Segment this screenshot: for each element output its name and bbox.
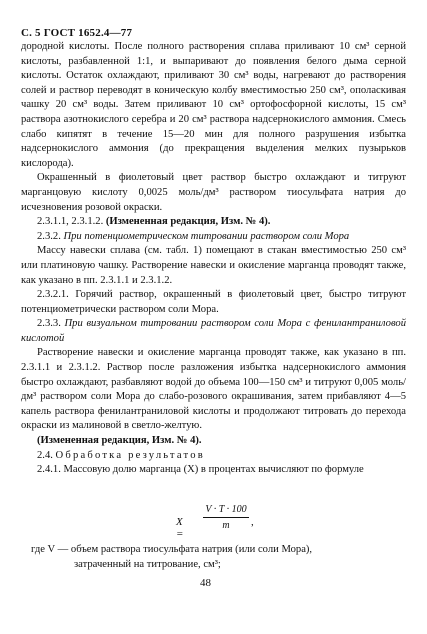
section-number: 2.3.3.	[37, 318, 65, 330]
definition-line-2: затраченный на титрование, см³;	[74, 558, 221, 570]
formula-denominator: m	[222, 520, 230, 531]
formula-comma: ,	[251, 516, 254, 528]
section-title: При визуальном титровании раствором соли Мора с фенилантраниловой кислотой	[21, 318, 407, 344]
paragraph-2-3-2-1: 2.3.2.1. Горячий раствор, окрашенный в фиолетовый цвет, быстро титруют потенциометрически раствором соли Мора.	[21, 289, 406, 315]
definition-line-1: где V — объем раствора тиосульфата натрия (или соли Мора),	[31, 544, 313, 555]
section-2-3-3	[21, 317, 406, 346]
section-2-3-2	[21, 230, 406, 245]
section-number: 2.3.2.	[37, 230, 64, 242]
section-number: 2.4.	[37, 449, 56, 461]
paragraph-titration: Окрашенный в фиолетовый цвет раствор быстро охлаждают и титруют марганцовую кислоту 0,0025 моль/дм³ раствором тиосульфата натрия до исчезновения розовой окраски.	[21, 172, 406, 213]
paragraph-revision-1	[21, 215, 406, 230]
paragraph-2-4-1: 2.4.1. Массовую долю марганца (X) в процентах вычисляют по формуле	[37, 464, 364, 476]
page-number: 48	[200, 577, 211, 589]
revision-note-2: (Измененная редакция, Изм. № 4).	[37, 435, 202, 447]
paragraph-sample-mass: Массу навески сплава (см. табл. 1) помещают в стакан вместимостью 250 см³ или платиновую чашку. Растворение навески и окисление марганца проводят также, как указано в пп. 2.3.1.1 и 2.3.1.2.	[21, 245, 406, 286]
formula-lhs: X =	[176, 516, 184, 540]
formula-fraction	[203, 504, 249, 531]
variable-definitions	[31, 543, 406, 572]
paragraph-dissolution: дородной кислоты. После полного растворения сплава приливают 10 см³ серной кислоты, разбавленной 1:1, и выпаривают до появления белого дыма серной кислоты. Остаток охлаждают, приливают 30 см³ воды, нагревают до растворения солей и раствор переводят в коническую колбу вместимостью 250 см³, ополаскивая чашку 20 см³ воды. Затем приливают 10 см³ ортофосфорной кислоты, 15 см³ раствора азотнокислого серебра и 20 см³ раствора надсернокислого аммония. Смесь слабо кипятят в течение 15—20 мин для полного разрушения избытка надсернокислого аммония (до прекращения выделения мелких пузырьков кислорода).	[21, 41, 406, 169]
section-ref: 2.3.1.1, 2.3.1.2.	[37, 216, 106, 228]
formula-numerator: V · T · 100	[203, 504, 249, 518]
section-title-spaced: Обработка результатов	[55, 449, 205, 461]
paragraph-visual-titration: Растворение навески и окисление марганца проводят также, как указано в пп. 2.3.1.1 и 2.3.1.2. Раствор после разложения избытка надсернокислого аммония быстро охлаждают, разбавляют водой до объема 100—150 см³ и титруют 0,005 моль/дм³ раствором соли Мора до слабо-розового окрашивания, затем прибавляют 4—5 капель раствора фенилантраниловой кислоты и продолжают титровать до перехода окраски из малиновой в светло-желтую.	[21, 347, 406, 432]
section-title: При потенциометрическом титровании раствором соли Мора	[63, 230, 350, 242]
section-2-4	[21, 449, 406, 464]
revision-note: (Измененная редакция, Изм. № 4).	[105, 216, 271, 228]
page-header: С. 5 ГОСТ 1652.4—77	[21, 27, 133, 39]
document-body	[21, 40, 406, 478]
